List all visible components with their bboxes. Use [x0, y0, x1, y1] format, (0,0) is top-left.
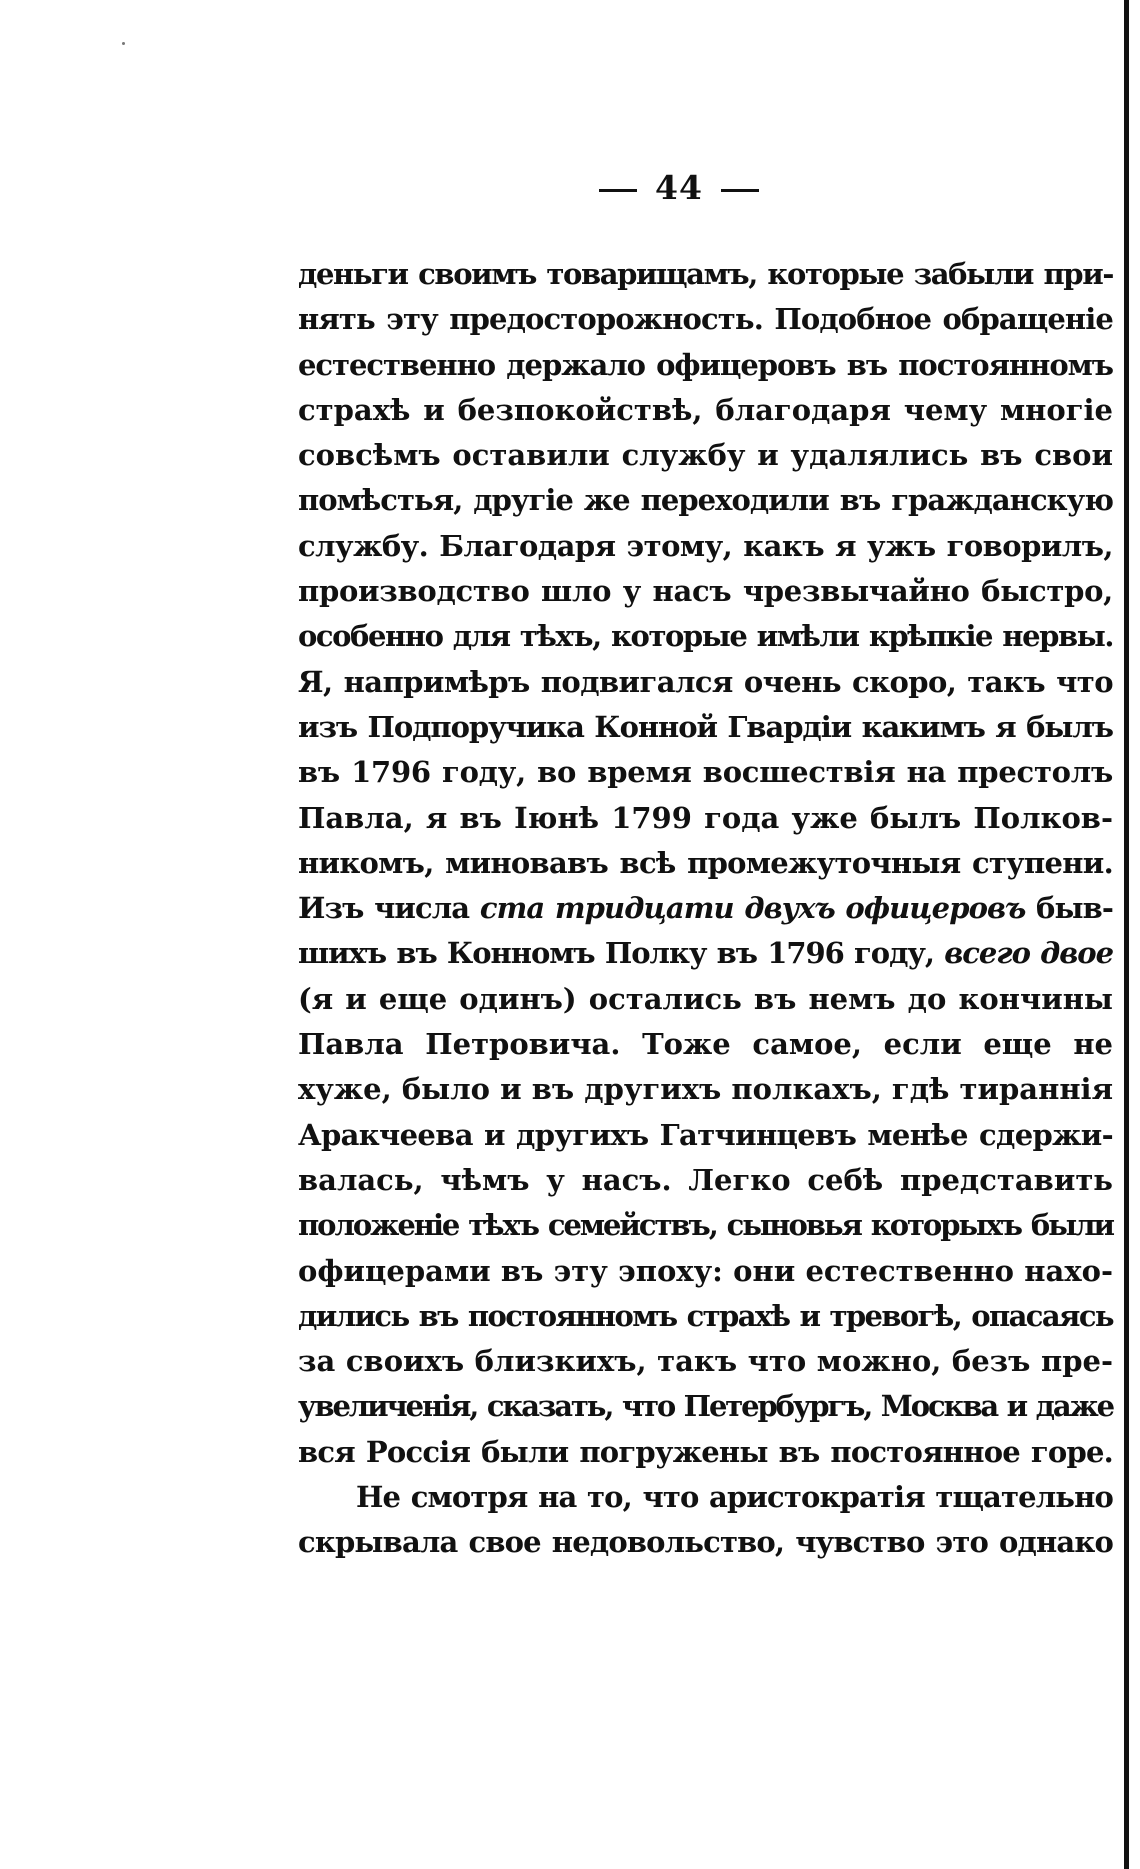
text-segment: особенно для тѣхъ, которые имѣли крѣпкіе нервы. — [298, 619, 1113, 654]
text-line — [298, 524, 1113, 569]
text-segment: (я и еще одинъ) остались въ немъ до кончины — [298, 981, 1113, 1016]
text-segment: изъ Подпоручика Конной Гвардіи какимъ я былъ — [298, 709, 1113, 744]
text-segment: Павла Петровича. Тоже самое, если еще не — [298, 1027, 1113, 1062]
text-segment: увеличенія, сказать, что Петербургъ, Москва и даже — [298, 1389, 1113, 1424]
text-segment: валась, чѣмъ у насъ. Легко себѣ представить — [298, 1162, 1113, 1197]
text-segment: Аракчеева и другихъ Гатчинцевъ менѣе сдержи- — [298, 1117, 1113, 1152]
text-line — [298, 1113, 1113, 1158]
text-line — [298, 388, 1113, 433]
text-segment: Изъ числа — [298, 891, 480, 926]
text-line — [298, 1067, 1113, 1112]
text-line — [298, 750, 1113, 795]
text-segment: производство шло у насъ чрезвычайно быстро, — [298, 574, 1113, 609]
text-line — [298, 252, 1113, 297]
body-text — [298, 252, 1113, 1566]
text-segment: за своихъ близкихъ, такъ что можно, безъ пре- — [298, 1344, 1113, 1379]
text-segment: службу. Благодаря этому, какъ я ужъ говорилъ, — [298, 528, 1113, 563]
text-line — [298, 614, 1113, 659]
italic-text-segment: всего двое — [944, 936, 1113, 971]
text-line — [298, 841, 1113, 886]
page-edge-rule — [1124, 0, 1129, 1869]
text-segment: совсѣмъ оставили службу и удалялись въ свои — [298, 438, 1113, 473]
text-line — [298, 977, 1113, 1022]
text-segment: естественно держало офицеровъ въ постоянномъ — [298, 347, 1113, 382]
text-line — [298, 1430, 1113, 1475]
text-line — [298, 1475, 1113, 1520]
text-segment: офицерами въ эту эпоху: они естественно нахо- — [298, 1253, 1113, 1288]
text-segment: вся Россія были погружены въ постоянное горе. — [298, 1434, 1113, 1469]
text-line — [298, 478, 1113, 523]
page-number-dash-left — [599, 189, 637, 192]
text-line — [298, 1294, 1113, 1339]
text-line — [298, 796, 1113, 841]
text-segment: скрывала свое недовольство, чувство это однако — [298, 1525, 1113, 1560]
text-line — [298, 343, 1113, 388]
text-line — [298, 433, 1113, 478]
text-line — [298, 1249, 1113, 1294]
text-line — [298, 1022, 1113, 1067]
text-segment: никомъ, миновавъ всѣ промежуточныя ступени. — [298, 845, 1113, 880]
text-segment: быв- — [1025, 891, 1114, 926]
text-line — [298, 705, 1113, 750]
text-segment: хуже, было и въ другихъ полкахъ, гдѣ тираннія — [298, 1072, 1113, 1107]
text-segment: Я, напримѣръ подвигался очень скоро, такъ что — [298, 664, 1113, 699]
page-number-dash-right — [721, 189, 759, 192]
text-line — [298, 931, 1113, 976]
text-line — [298, 660, 1113, 705]
text-segment: страхѣ и безпокойствѣ, благодаря чему многіе — [298, 392, 1113, 427]
text-segment: Не смотря на то, что аристократія тщательно — [356, 1480, 1113, 1515]
page-number-header — [0, 168, 1140, 207]
text-line — [298, 1384, 1113, 1429]
page-number: 44 — [655, 168, 703, 207]
text-segment: помѣстья, другіе же переходили въ гражданскую — [298, 483, 1113, 518]
text-segment: деньги своимъ товарищамъ, которые забыли при- — [298, 257, 1113, 291]
text-segment: дились въ постоянномъ страхѣ и тревогѣ, опасаясь — [298, 1298, 1113, 1333]
text-segment: въ 1796 году, во время восшествія на престолъ — [298, 755, 1113, 790]
text-line — [298, 1339, 1113, 1384]
text-line — [298, 297, 1113, 342]
italic-text-segment: ста тридцати двухъ офицеровъ — [479, 891, 1026, 926]
text-line — [298, 1203, 1113, 1248]
text-line — [298, 569, 1113, 614]
text-segment: шихъ въ Конномъ Полку въ 1796 году, — [298, 936, 945, 971]
text-segment: нять эту предосторожность. Подобное обращеніе — [298, 302, 1113, 337]
text-line — [298, 1158, 1113, 1203]
text-line — [298, 886, 1113, 931]
text-segment: Павла, я въ Іюнѣ 1799 года уже былъ Полков- — [298, 800, 1113, 835]
text-line — [298, 1520, 1113, 1565]
paper-speck — [122, 42, 125, 45]
text-segment: положеніе тѣхъ семействъ, сыновья которыхъ были — [298, 1208, 1113, 1243]
